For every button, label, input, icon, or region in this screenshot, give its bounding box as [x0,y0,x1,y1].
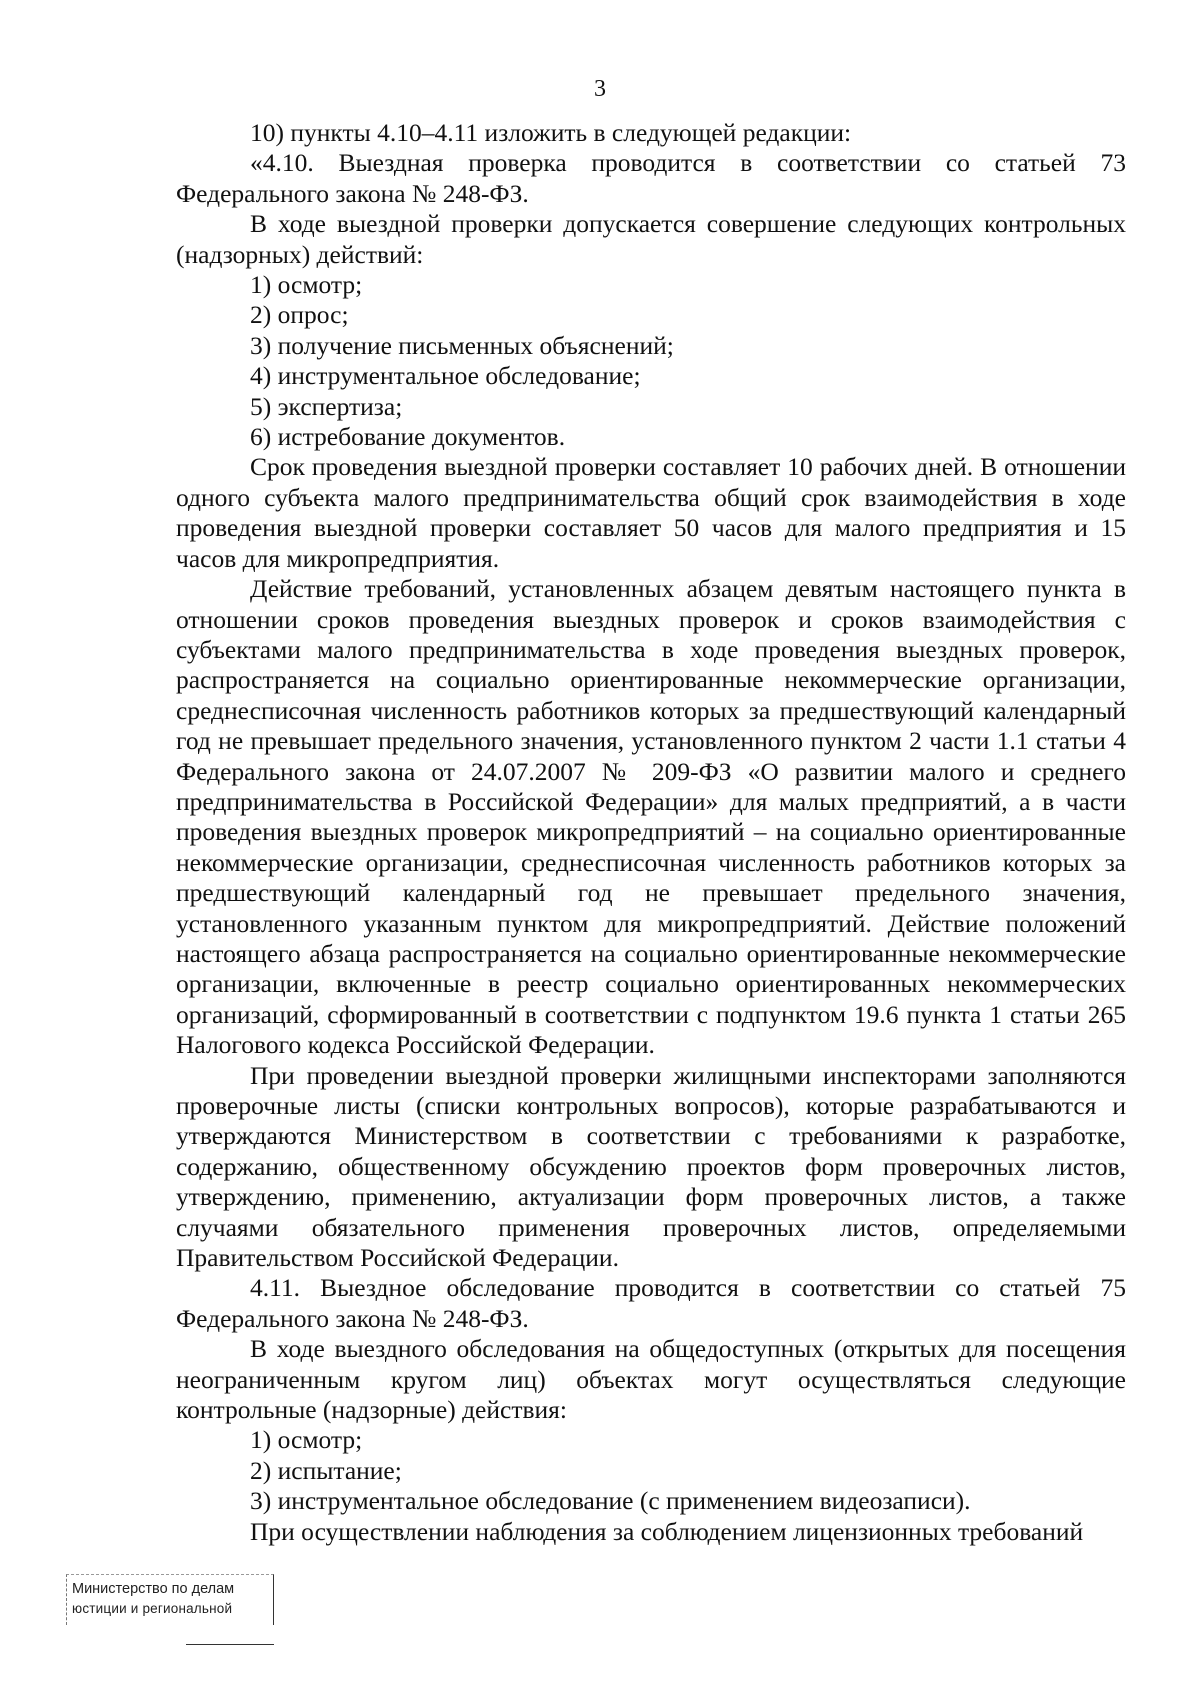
paragraph-requirements-scope: Действие требований, установленных абзацем девятым настоящего пункта в отношении сроков проведения выездных проверок и сроков взаимодействия с субъектами малого предпринимательства в ходе проведения выездных проверок, распространяется на социально ориентированные некоммерческие организации, среднесписочная численность работников которых за предшествующий календарный год не превышает предельного значения, установленного пунктом 2 части 1.1 статьи 4 Федерального закона от 24.07.2007 № 209-ФЗ «О развитии малого и среднего предпринимательства в Российской Федерации» для малых предприятий, а в части проведения выездных проверок микропредприятий – на социально ориентированные некоммерческие организации, среднесписочная численность работников которых за предшествующий календарный год не превышает предельного значения, установленного указанным пунктом для микропредприятий. Действие положений настоящего абзаца распространяется на социально ориентированные некоммерческие организации, включенные в реестр социально ориентированных некоммерческих организаций, сформированный в соответствии с подпунктом 19.6 пункта 1 статьи 265 Налогового кодекса Российской Федерации. [176,574,1126,1060]
paragraph-licensing-observation: При осуществлении наблюдения за соблюдением лицензионных требований [250,1516,1084,1546]
list-item-inspection-2: 1) осмотр; [250,1425,363,1455]
list-item-written-explanations: 3) получение письменных объяснений; [250,330,674,360]
stamp-underline [186,1644,274,1645]
paragraph-4-11-heading: 4.11. Выездное обследование проводится в соответствии со статьей 75 Федерального закона № 248-ФЗ. [176,1273,1126,1333]
list-item-testing: 2) испытание; [250,1455,402,1485]
paragraph-inspection-term: Срок проведения выездной проверки составляет 10 рабочих дней. В отношении одного субъекта малого предпринимательства общий срок взаимодействия в ходе проведения выездной проверки составляет 50 часов для малого предприятия и 15 часов для микропредприятия. [176,452,1126,573]
stamp-line-2: юстиции и региональной [72,1601,233,1616]
document-body [176,118,1126,1547]
stamp-line-1: Министерство по делам [72,1581,235,1597]
list-item-document-request: 6) истребование документов. [250,422,566,452]
paragraph-field-survey-actions-intro: В ходе выездного обследования на общедоступных (открытых для посещения неограниченным кругом лиц) объектах могут осуществляться следующие контрольные (надзорные) действия: [176,1334,1126,1425]
list-item-instrumental-examination: 4) инструментальное обследование; [250,361,641,391]
paragraph-checklists: При проведении выездной проверки жилищными инспекторами заполняются проверочные листы (списки контрольных вопросов), которые разрабатываются и утверждаются Министерством в соответствии с требованиями к разработке, содержанию, общественному обсуждению проектов форм проверочных листов, утверждению, применению, актуализации форм проверочных листов, а также случаями обязательного применения проверочных листов, определяемыми Правительством Российской Федерации. [176,1060,1126,1273]
list-item-inspection: 1) осмотр; [250,270,363,300]
ministry-stamp [66,1574,276,1644]
page-number: 3 [594,76,606,102]
list-item-survey: 2) опрос; [250,300,349,330]
paragraph-item-10-intro: 10) пункты 4.10–4.11 изложить в следующей редакции: [250,118,852,147]
paragraph-inspection-actions-intro: В ходе выездной проверки допускается совершение следующих контрольных (надзорных) действий: [176,209,1126,269]
list-item-expertise: 5) экспертиза; [250,391,403,421]
paragraph-4-10-heading: «4.10. Выездная проверка проводится в соответствии со статьей 73 Федерального закона № 248-ФЗ. [176,148,1126,208]
list-item-instrumental-video: 3) инструментальное обследование (с применением видеозаписи). [250,1486,971,1516]
